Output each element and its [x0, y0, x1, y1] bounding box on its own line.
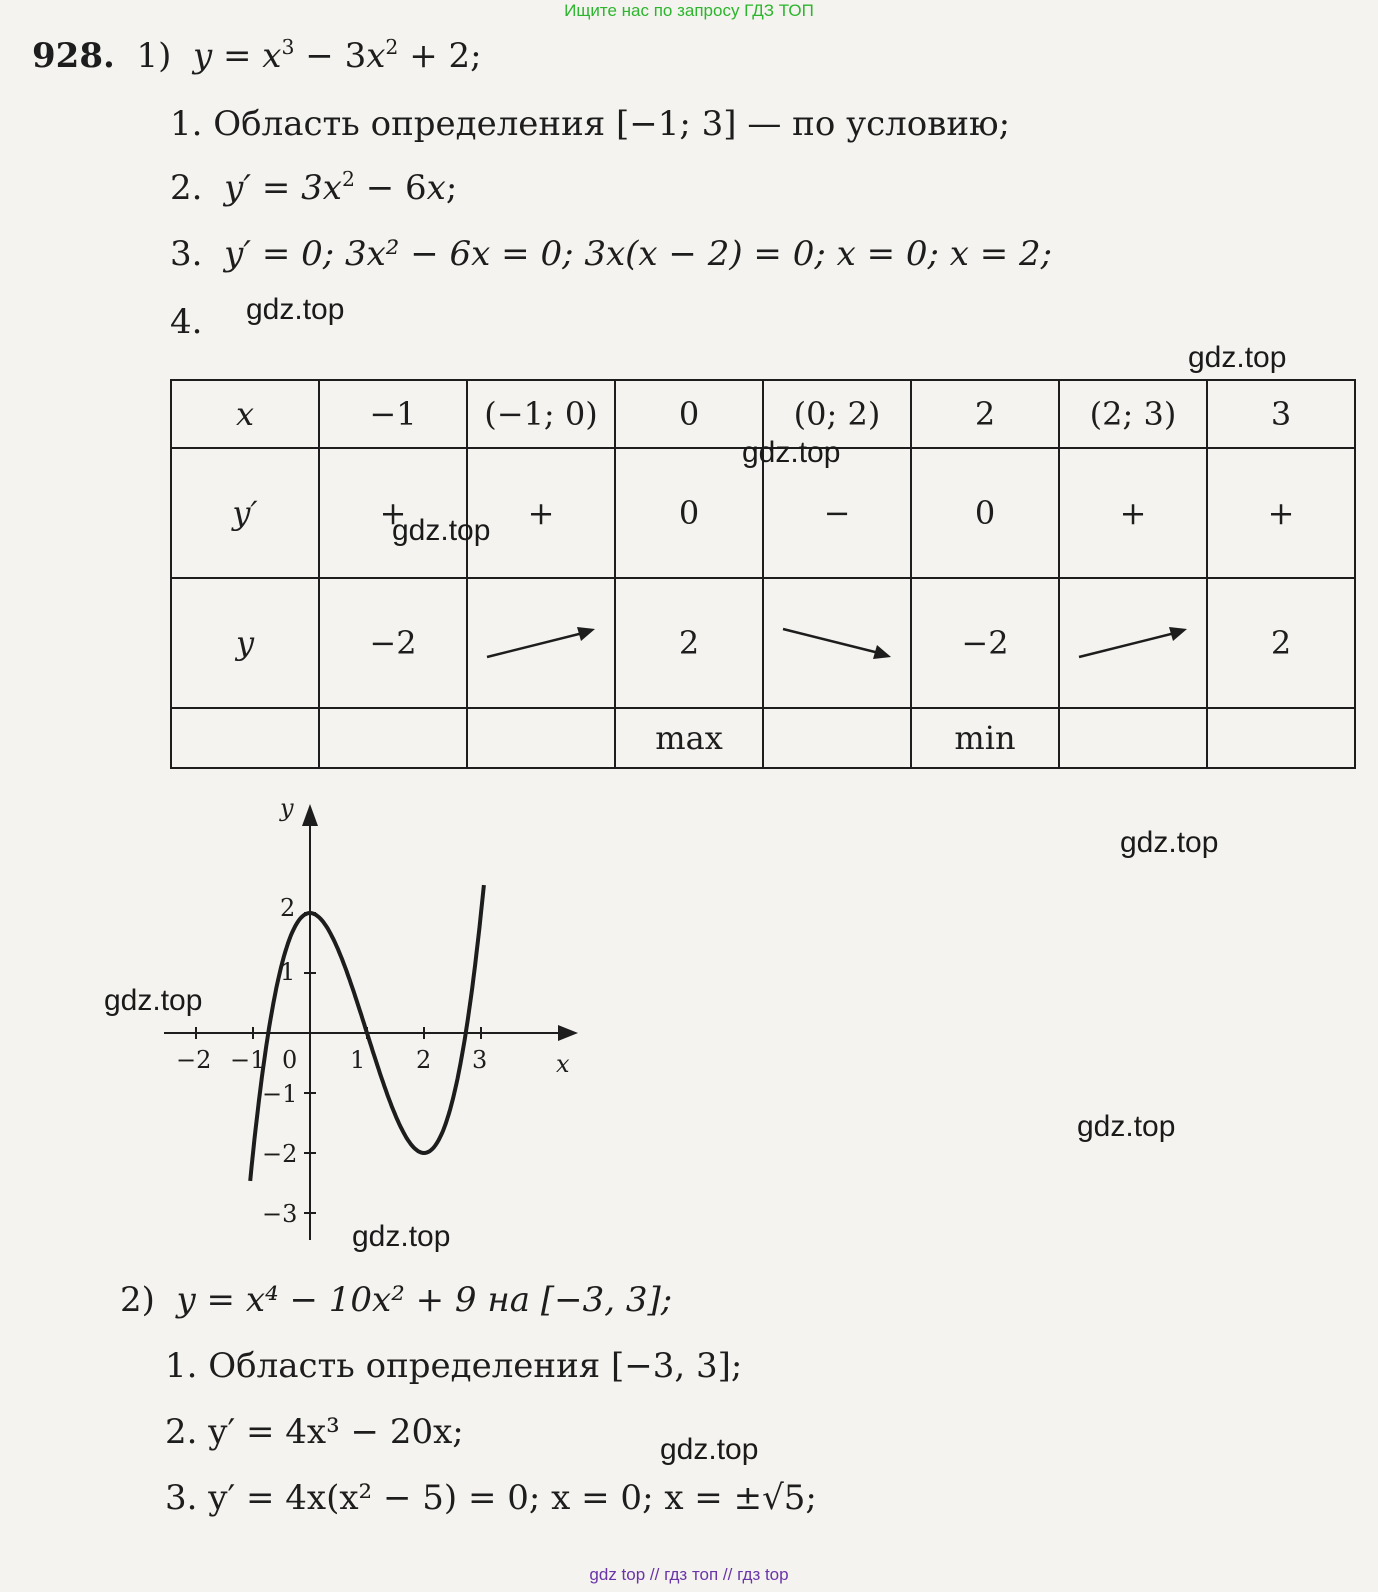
cell: + [1059, 448, 1207, 578]
watermark: gdz.top [1077, 1110, 1176, 1143]
cell: − [763, 448, 911, 578]
y-tick-label: 1 [280, 958, 296, 986]
cell [763, 708, 911, 768]
watermark: gdz.top [104, 984, 203, 1017]
x-tick-label: −1 [230, 1046, 266, 1074]
exp-3: 3 [281, 34, 295, 59]
cell: −1 [319, 380, 467, 448]
func-lhs: y [192, 36, 213, 76]
y-tick-label: −2 [262, 1140, 298, 1168]
part2-header: 2) y = x⁴ − 10x² + 9 на [−3, 3]; [120, 1280, 673, 1320]
y-axis-label: y [280, 800, 294, 822]
cell-dy-label: y′ [171, 448, 319, 578]
cell: 0 [911, 448, 1059, 578]
cell: −2 [911, 578, 1059, 708]
cell: (−1; 0) [467, 380, 615, 448]
part1-label: 1) [136, 36, 172, 76]
func-part3: + 2; [398, 36, 482, 76]
exp-2: 2 [385, 34, 399, 59]
bottom-banner: gdz top // гдз топ // гдз top [589, 1565, 789, 1584]
decrease-arrow-icon [763, 578, 911, 708]
cell: (0; 2) [763, 380, 911, 448]
increase-arrow-icon [1059, 578, 1207, 708]
y-tick-label: −3 [262, 1200, 298, 1228]
part1-step4: 4. [170, 302, 203, 342]
cell-y-label: y [171, 578, 319, 708]
watermark: gdz.top [352, 1220, 451, 1253]
x-tick-label: 3 [472, 1046, 488, 1074]
part1-step1: 1. Область определения [−1; 3] — по условию; [170, 104, 1011, 144]
x-axis-arrow-icon [558, 1025, 578, 1041]
cell-min: min [911, 708, 1059, 768]
watermark: gdz.top [660, 1433, 759, 1466]
cell: 2 [1207, 578, 1355, 708]
increase-arrow-icon [467, 578, 615, 708]
cell [467, 708, 615, 768]
x-tick-label: 0 [282, 1046, 298, 1074]
part2-func: y = x⁴ − 10x² + 9 на [−3, 3]; [176, 1280, 673, 1320]
watermark: gdz.top [392, 514, 491, 547]
part2-step1: 1. Область определения [−3, 3]; [165, 1346, 743, 1386]
x-tick-label: 1 [350, 1046, 366, 1074]
function-graph [150, 800, 590, 1250]
watermark: gdz.top [742, 436, 841, 469]
step3-text: y′ = 0; 3x² − 6x = 0; 3x(x − 2) = 0; x = 0; x = 2; [224, 234, 1053, 274]
cell [1207, 708, 1355, 768]
cell [171, 708, 319, 768]
x-axis-label: x [556, 1050, 570, 1078]
problem-number: 928. [32, 36, 115, 76]
x-tick-label: 2 [416, 1046, 432, 1074]
func-x1: x [262, 36, 282, 76]
cell-x-label: x [171, 380, 319, 448]
cell: + [1207, 448, 1355, 578]
cell: 3 [1207, 380, 1355, 448]
cell-max: max [615, 708, 763, 768]
cell: (2; 3) [1059, 380, 1207, 448]
cell: 0 [615, 448, 763, 578]
part2-step3: 3. y′ = 4x(x² − 5) = 0; x = 0; x = ±√5; [165, 1478, 817, 1518]
problem-header: 928. 1) $y = x^3 - 3x^2 + 2$; [32, 34, 482, 76]
y-axis-arrow-icon [302, 804, 318, 826]
func-part2: − 3 [294, 36, 367, 76]
cell [1059, 708, 1207, 768]
cell: + [319, 448, 467, 578]
part1-step3: 3. y′ = 0; 3x² − 6x = 0; 3x(x − 2) = 0; x = 0; x = 2; [170, 234, 1053, 274]
cell: 2 [911, 380, 1059, 448]
y-tick-label: 2 [280, 894, 296, 922]
cell [319, 708, 467, 768]
cell: −2 [319, 578, 467, 708]
cell: 2 [615, 578, 763, 708]
y-tick-label: −1 [262, 1080, 298, 1108]
part2-step2: 2. y′ = 4x³ − 20x; [165, 1412, 464, 1452]
table-row-function [171, 578, 1355, 708]
watermark: gdz.top [246, 293, 345, 326]
top-banner: Ищите нас по запросу ГДЗ ТОП [564, 1, 814, 20]
watermark: gdz.top [1188, 341, 1287, 374]
step2-a: y′ = 3 [224, 168, 323, 208]
watermark: gdz.top [1120, 826, 1219, 859]
table-row-extrema [171, 708, 1355, 768]
cell: 0 [615, 380, 763, 448]
cell: + [467, 448, 615, 578]
x-tick-label: −2 [176, 1046, 212, 1074]
part1-step2: 2. $y' = 3x^2 - 6x$; [170, 166, 458, 208]
